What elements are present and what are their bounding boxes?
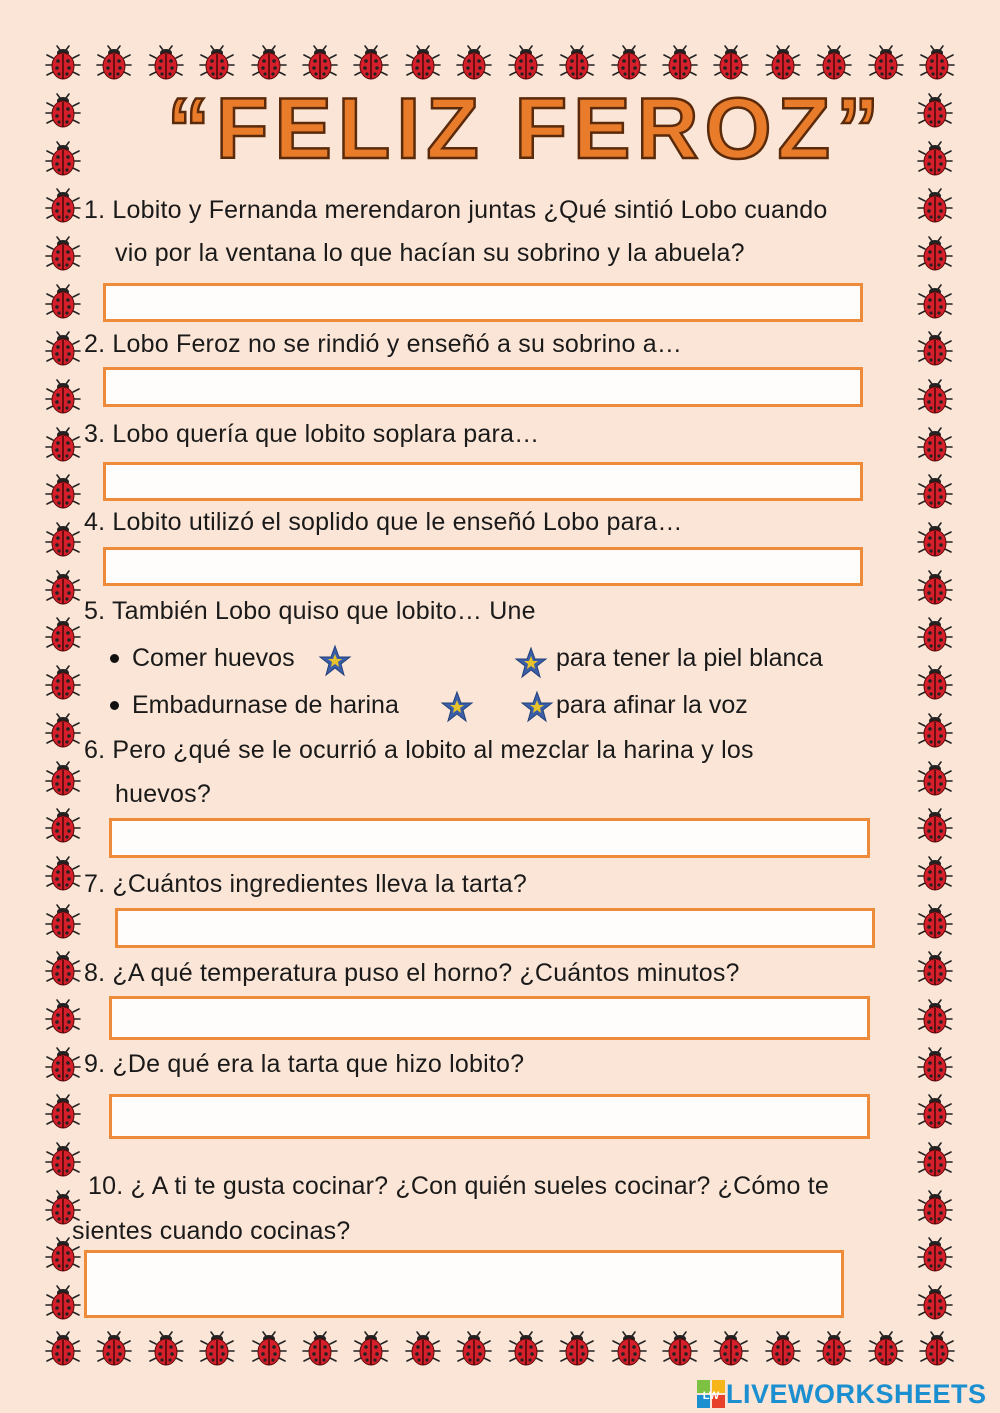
question-text: ¿A qué temperatura puso el horno? ¿Cuántos minutos? xyxy=(112,959,740,987)
ladybug-icon xyxy=(916,712,954,750)
ladybug-icon xyxy=(916,235,954,273)
question-6-line-2 xyxy=(115,772,211,816)
match-star-left-2-icon[interactable] xyxy=(440,690,474,724)
ladybug-icon xyxy=(610,44,648,82)
ladybug-icon xyxy=(44,1284,82,1322)
answer-box-8[interactable] xyxy=(109,996,870,1040)
ladybug-icon xyxy=(916,1284,954,1322)
question-7 xyxy=(84,862,527,906)
answer-box-3[interactable] xyxy=(103,462,863,501)
question-2 xyxy=(84,322,682,366)
ladybug-icon xyxy=(44,855,82,893)
answer-box-6[interactable] xyxy=(109,818,870,858)
ladybug-icon xyxy=(250,44,288,82)
ladybug-icon xyxy=(867,44,905,82)
question-1 xyxy=(84,188,827,232)
ladybug-icon xyxy=(44,473,82,511)
question-number: 8. xyxy=(84,959,106,987)
ladybug-icon xyxy=(916,950,954,988)
ladybug-icon xyxy=(44,378,82,416)
ladybug-icon xyxy=(301,44,339,82)
ladybug-icon xyxy=(815,44,853,82)
question-text: Lobo Feroz no se rindió y enseñó a su sobrino a… xyxy=(112,330,683,358)
question-6 xyxy=(84,728,754,772)
question-10 xyxy=(88,1164,829,1208)
ladybug-icon xyxy=(916,855,954,893)
question-number: 4. xyxy=(84,508,106,536)
question-number: 2. xyxy=(84,330,106,358)
ladybug-icon xyxy=(44,712,82,750)
ladybug-icon xyxy=(916,903,954,941)
ladybug-icon xyxy=(44,903,82,941)
question-4 xyxy=(84,500,683,544)
answer-box-7[interactable] xyxy=(115,908,875,948)
ladybug-icon xyxy=(147,1330,185,1368)
ladybug-icon xyxy=(661,44,699,82)
ladybug-icon xyxy=(44,616,82,654)
ladybug-icon xyxy=(352,44,390,82)
worksheet-title xyxy=(0,82,1000,177)
ladybug-icon xyxy=(764,1330,802,1368)
answer-box-2[interactable] xyxy=(103,367,863,407)
title-text: “FELIZ FEROZ” xyxy=(166,82,886,177)
match-star-right-2-icon[interactable] xyxy=(520,690,554,724)
question-8 xyxy=(84,951,740,995)
ladybug-icon xyxy=(301,1330,339,1368)
question-number: 7. xyxy=(84,870,106,898)
ladybug-icon xyxy=(44,569,82,607)
liveworksheets-logo-icon xyxy=(696,1379,726,1409)
ladybug-icon xyxy=(916,1189,954,1227)
ladybug-icon xyxy=(918,1330,956,1368)
ladybug-icon xyxy=(44,235,82,273)
question-text: ¿Cuántos ingredientes lleva la tarta? xyxy=(112,870,527,898)
ladybug-icon xyxy=(916,1141,954,1179)
ladybug-icon xyxy=(44,664,82,702)
bullet xyxy=(110,701,119,710)
ladybug-icon xyxy=(44,1093,82,1131)
ladybug-icon xyxy=(44,760,82,798)
ladybug-icon xyxy=(916,569,954,607)
ladybug-icon xyxy=(712,1330,750,1368)
question-text: huevos? xyxy=(115,780,211,808)
ladybug-icon xyxy=(44,998,82,1036)
answer-box-4[interactable] xyxy=(103,547,863,586)
ladybug-icon xyxy=(352,1330,390,1368)
answer-box-9[interactable] xyxy=(109,1094,870,1139)
liveworksheets-brand[interactable] xyxy=(696,1378,987,1410)
ladybug-icon xyxy=(610,1330,648,1368)
question-text: Lobito utilizó el soplido que le enseñó Lobo para… xyxy=(112,508,683,536)
ladybug-icon xyxy=(815,1330,853,1368)
question-text: También Lobo quiso que lobito… Une xyxy=(111,597,536,625)
ladybug-icon xyxy=(404,44,442,82)
question-number: 6. xyxy=(84,736,106,764)
ladybug-icon xyxy=(404,1330,442,1368)
ladybug-icon xyxy=(147,44,185,82)
ladybug-icon xyxy=(916,330,954,368)
ladybug-icon xyxy=(95,1330,133,1368)
ladybug-icon xyxy=(44,807,82,845)
ladybug-icon xyxy=(661,1330,699,1368)
question-number: 1. xyxy=(84,196,106,224)
ladybug-icon xyxy=(916,1236,954,1274)
question-10-line-2 xyxy=(72,1209,350,1253)
ladybug-icon xyxy=(44,187,82,225)
match-left-1: Comer huevos xyxy=(132,644,295,672)
ladybug-icon xyxy=(44,330,82,368)
question-text: ¿De qué era la tarta que hizo lobito? xyxy=(112,1050,525,1078)
question-9 xyxy=(84,1042,524,1086)
ladybug-icon xyxy=(916,426,954,464)
match-left-2: Embadurnase de harina xyxy=(132,691,399,719)
ladybug-icon xyxy=(44,44,82,82)
ladybug-icon xyxy=(558,44,596,82)
question-number: 3. xyxy=(84,420,106,448)
ladybug-icon xyxy=(916,760,954,798)
answer-box-10[interactable] xyxy=(84,1250,844,1318)
ladybug-icon xyxy=(558,1330,596,1368)
question-number: 5. xyxy=(84,597,106,625)
question-3 xyxy=(84,412,539,456)
ladybug-icon xyxy=(916,1046,954,1084)
ladybug-icon xyxy=(95,44,133,82)
ladybug-icon xyxy=(916,473,954,511)
answer-box-1[interactable] xyxy=(103,283,863,322)
ladybug-icon xyxy=(44,521,82,559)
question-text: sientes cuando cocinas? xyxy=(72,1217,351,1245)
brand-text: LIVEWORKSHEETS xyxy=(726,1378,987,1409)
ladybug-icon xyxy=(44,426,82,464)
match-star-left-1-icon[interactable] xyxy=(318,644,352,678)
match-star-right-1-icon[interactable] xyxy=(514,646,548,680)
ladybug-icon xyxy=(44,1046,82,1084)
ladybug-icon xyxy=(44,283,82,321)
question-text: Lobo quería que lobito soplara para… xyxy=(112,420,540,448)
question-number: 9. xyxy=(84,1050,106,1078)
ladybug-icon xyxy=(867,1330,905,1368)
ladybug-icon xyxy=(916,998,954,1036)
ladybug-icon xyxy=(44,1330,82,1368)
ladybug-icon xyxy=(916,187,954,225)
ladybug-icon xyxy=(916,616,954,654)
ladybug-icon xyxy=(916,664,954,702)
ladybug-icon xyxy=(198,1330,236,1368)
ladybug-icon xyxy=(507,1330,545,1368)
ladybug-icon xyxy=(916,283,954,321)
question-5 xyxy=(84,589,536,633)
ladybug-icon xyxy=(455,1330,493,1368)
question-text: Lobito y Fernanda merendaron juntas ¿Qué sintió Lobo cuando xyxy=(112,196,828,224)
ladybug-icon xyxy=(712,44,750,82)
logo-letters: LW xyxy=(702,1390,720,1402)
match-right-2: para afinar la voz xyxy=(556,691,748,719)
ladybug-icon xyxy=(916,807,954,845)
question-number: 10. xyxy=(88,1172,124,1200)
ladybug-icon xyxy=(918,44,956,82)
question-1-line-2 xyxy=(115,231,745,275)
ladybug-icon xyxy=(916,1093,954,1131)
ladybug-icon xyxy=(764,44,802,82)
ladybug-icon xyxy=(916,378,954,416)
ladybug-icon xyxy=(507,44,545,82)
ladybug-icon xyxy=(455,44,493,82)
question-text: vio por la ventana lo que hacían su sobrino y la abuela? xyxy=(115,239,745,267)
question-text: ¿ A ti te gusta cocinar? ¿Con quién sueles cocinar? ¿Cómo te xyxy=(130,1172,829,1200)
ladybug-icon xyxy=(198,44,236,82)
ladybug-icon xyxy=(250,1330,288,1368)
ladybug-icon xyxy=(44,1141,82,1179)
ladybug-icon xyxy=(44,950,82,988)
match-right-1: para tener la piel blanca xyxy=(556,644,823,672)
bullet xyxy=(110,654,119,663)
question-text: Pero ¿qué se le ocurrió a lobito al mezclar la harina y los xyxy=(112,736,754,764)
ladybug-icon xyxy=(916,521,954,559)
